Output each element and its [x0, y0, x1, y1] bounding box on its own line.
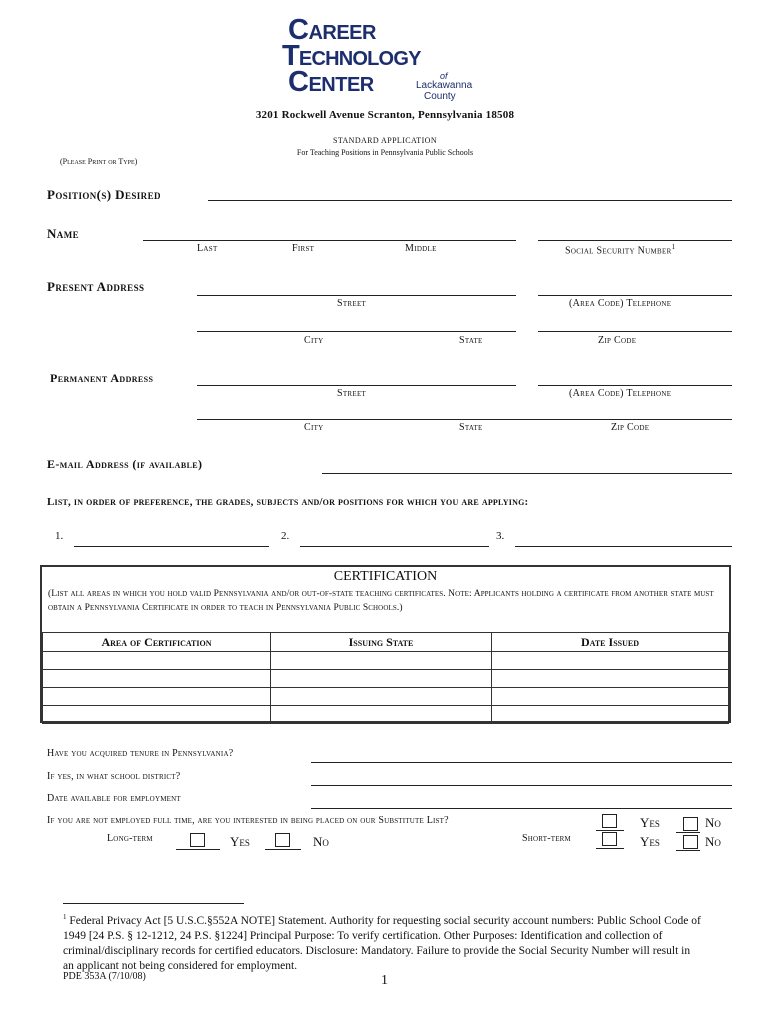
- table-row: [43, 688, 729, 706]
- ssn-label-text: Social Security Number: [565, 245, 672, 257]
- preference-3-number: 3.: [496, 530, 505, 542]
- certification-note: (List all areas in which you hold valid Pennsylvania and/or out-of-state teaching certificates. Note: Applicants holding a certificate from another state must obtain a Pennsylvania Certificate in order to teach in Pennsylvania Public Schools.): [48, 589, 714, 613]
- permanent-telephone-label: (Area Code) Telephone: [569, 388, 672, 399]
- email-field[interactable]: [322, 473, 732, 474]
- tenure-field[interactable]: [311, 762, 732, 763]
- permanent-city-state-zip-field[interactable]: [197, 419, 732, 420]
- present-zip-field[interactable]: [538, 331, 732, 332]
- date-cell[interactable]: [492, 706, 729, 724]
- certification-box: [40, 565, 731, 723]
- logo-line-1: Career: [288, 14, 376, 46]
- short-term-label: Short-term: [522, 833, 571, 844]
- tenure-question: Have you acquired tenure in Pennsylvania?: [47, 748, 234, 759]
- area-cell[interactable]: [43, 706, 271, 724]
- footnote: [63, 910, 703, 974]
- preferences-prompt: List, in order of preference, the grades, subjects and/or positions for which you are applying:: [47, 496, 529, 508]
- present-street-label: Street: [337, 298, 367, 309]
- certification-title: CERTIFICATION: [333, 569, 438, 584]
- column-header-date: Date Issued: [492, 633, 729, 652]
- logo-of: of: [440, 71, 448, 81]
- present-street-field[interactable]: [197, 295, 516, 296]
- state-cell[interactable]: [271, 670, 492, 688]
- present-zip-label: Zip Code: [598, 335, 637, 346]
- area-cell[interactable]: [43, 652, 271, 670]
- permanent-telephone-field[interactable]: [538, 385, 732, 386]
- state-cell[interactable]: [271, 688, 492, 706]
- present-city-state-field[interactable]: [197, 331, 516, 332]
- positions-desired-field[interactable]: [208, 200, 732, 201]
- preference-1-number: 1.: [55, 530, 64, 542]
- certification-table: [42, 632, 729, 724]
- page-number: 1: [381, 973, 388, 988]
- certification-header-row: [43, 633, 729, 652]
- email-label: E-mail Address (if available): [47, 457, 203, 471]
- form-subtitle: For Teaching Positions in Pennsylvania Public Schools: [296, 148, 474, 157]
- permanent-address-label: Permanent Address: [50, 371, 154, 385]
- column-header-state: Issuing State: [271, 633, 492, 652]
- area-cell[interactable]: [43, 688, 271, 706]
- footnote-divider: [63, 903, 244, 904]
- name-field[interactable]: [143, 240, 516, 241]
- form-title: STANDARD APPLICATION: [332, 136, 438, 145]
- present-address-label: Present Address: [47, 279, 145, 294]
- last-label: Last: [197, 243, 218, 254]
- preference-2-field[interactable]: [300, 546, 489, 547]
- present-city-label: City: [304, 335, 324, 346]
- short-term-no-label: No: [705, 834, 721, 849]
- present-telephone-label: (Area Code) Telephone: [569, 298, 672, 309]
- logo-county-1: Lackawanna: [416, 80, 473, 91]
- long-term-no-underline: [265, 849, 301, 850]
- date-available-field[interactable]: [311, 808, 732, 809]
- column-header-area: Area of Certification: [43, 633, 271, 652]
- permanent-city-label: City: [304, 422, 324, 433]
- date-cell[interactable]: [492, 688, 729, 706]
- short-term-yes-checkbox[interactable]: [602, 832, 617, 846]
- short-term-yes-label: Yes: [640, 834, 660, 849]
- substitute-question: If you are not employed full time, are you interested in being placed on our Substitute List?: [47, 815, 449, 826]
- middle-label: Middle: [405, 243, 437, 254]
- ssn-footnote-marker: 1: [671, 243, 676, 251]
- long-term-yes-underline: [176, 849, 220, 850]
- permanent-street-field[interactable]: [197, 385, 516, 386]
- preference-1-field[interactable]: [74, 546, 269, 547]
- permanent-zip-label: Zip Code: [611, 422, 650, 433]
- present-state-label: State: [459, 335, 483, 346]
- substitute-no-checkbox[interactable]: [683, 817, 698, 831]
- date-available-question: Date available for employment: [47, 793, 181, 804]
- table-row: [43, 670, 729, 688]
- permanent-state-label: State: [459, 422, 483, 433]
- short-term-no-checkbox[interactable]: [683, 835, 698, 849]
- date-cell[interactable]: [492, 652, 729, 670]
- footnote-marker: 1: [63, 913, 67, 921]
- long-term-label: Long-term: [107, 833, 153, 844]
- short-term-yes-underline: [596, 848, 624, 849]
- table-row: [43, 706, 729, 724]
- substitute-no-underline: [676, 832, 700, 833]
- first-label: First: [292, 243, 315, 254]
- state-cell[interactable]: [271, 652, 492, 670]
- footnote-text: Federal Privacy Act [5 U.S.C.§552A NOTE] Statement. Authority for requesting social security account numbers: Public School Code of 1949 [24 P.S. § 12-1212, 24 P.S. §1224] Principal Purpose: To verify certification. Other Purposes: Identification and collection of criminal/disciplinary records for certified educators. Disclosure: Mandatory. Failure to provide the Social Security Number will result in an applicant not being considered for employment.: [63, 914, 701, 972]
- ssn-label: [565, 243, 675, 256]
- substitute-yes-checkbox[interactable]: [602, 814, 617, 828]
- long-term-yes-label: Yes: [230, 834, 250, 849]
- area-cell[interactable]: [43, 670, 271, 688]
- logo-line-2: Technology: [282, 40, 421, 72]
- short-term-no-underline: [676, 850, 700, 851]
- date-cell[interactable]: [492, 670, 729, 688]
- logo-county-2: County: [424, 91, 456, 102]
- form-id: PDE 353A (7/10/08): [63, 971, 146, 982]
- substitute-yes-label: Yes: [640, 815, 660, 830]
- present-telephone-field[interactable]: [538, 295, 732, 296]
- state-cell[interactable]: [271, 706, 492, 724]
- preference-3-field[interactable]: [515, 546, 732, 547]
- name-label: Name: [47, 226, 79, 241]
- ssn-field[interactable]: [538, 240, 732, 241]
- substitute-yes-underline: [596, 830, 624, 831]
- substitute-no-label: No: [705, 815, 721, 830]
- permanent-street-label: Street: [337, 388, 367, 399]
- school-logo: [278, 14, 478, 106]
- positions-desired-label: Position(s) Desired: [47, 187, 161, 202]
- print-note: (Please Print or Type): [60, 157, 138, 166]
- long-term-no-checkbox[interactable]: [275, 833, 290, 847]
- table-row: [43, 652, 729, 670]
- district-question: If yes, in what school district?: [47, 771, 181, 782]
- district-field[interactable]: [311, 785, 732, 786]
- long-term-no-label: No: [313, 834, 329, 849]
- long-term-yes-checkbox[interactable]: [190, 833, 205, 847]
- preference-2-number: 2.: [281, 530, 290, 542]
- school-address: 3201 Rockwell Avenue Scranton, Pennsylvania 18508: [255, 109, 515, 121]
- logo-line-3: Center: [288, 66, 374, 98]
